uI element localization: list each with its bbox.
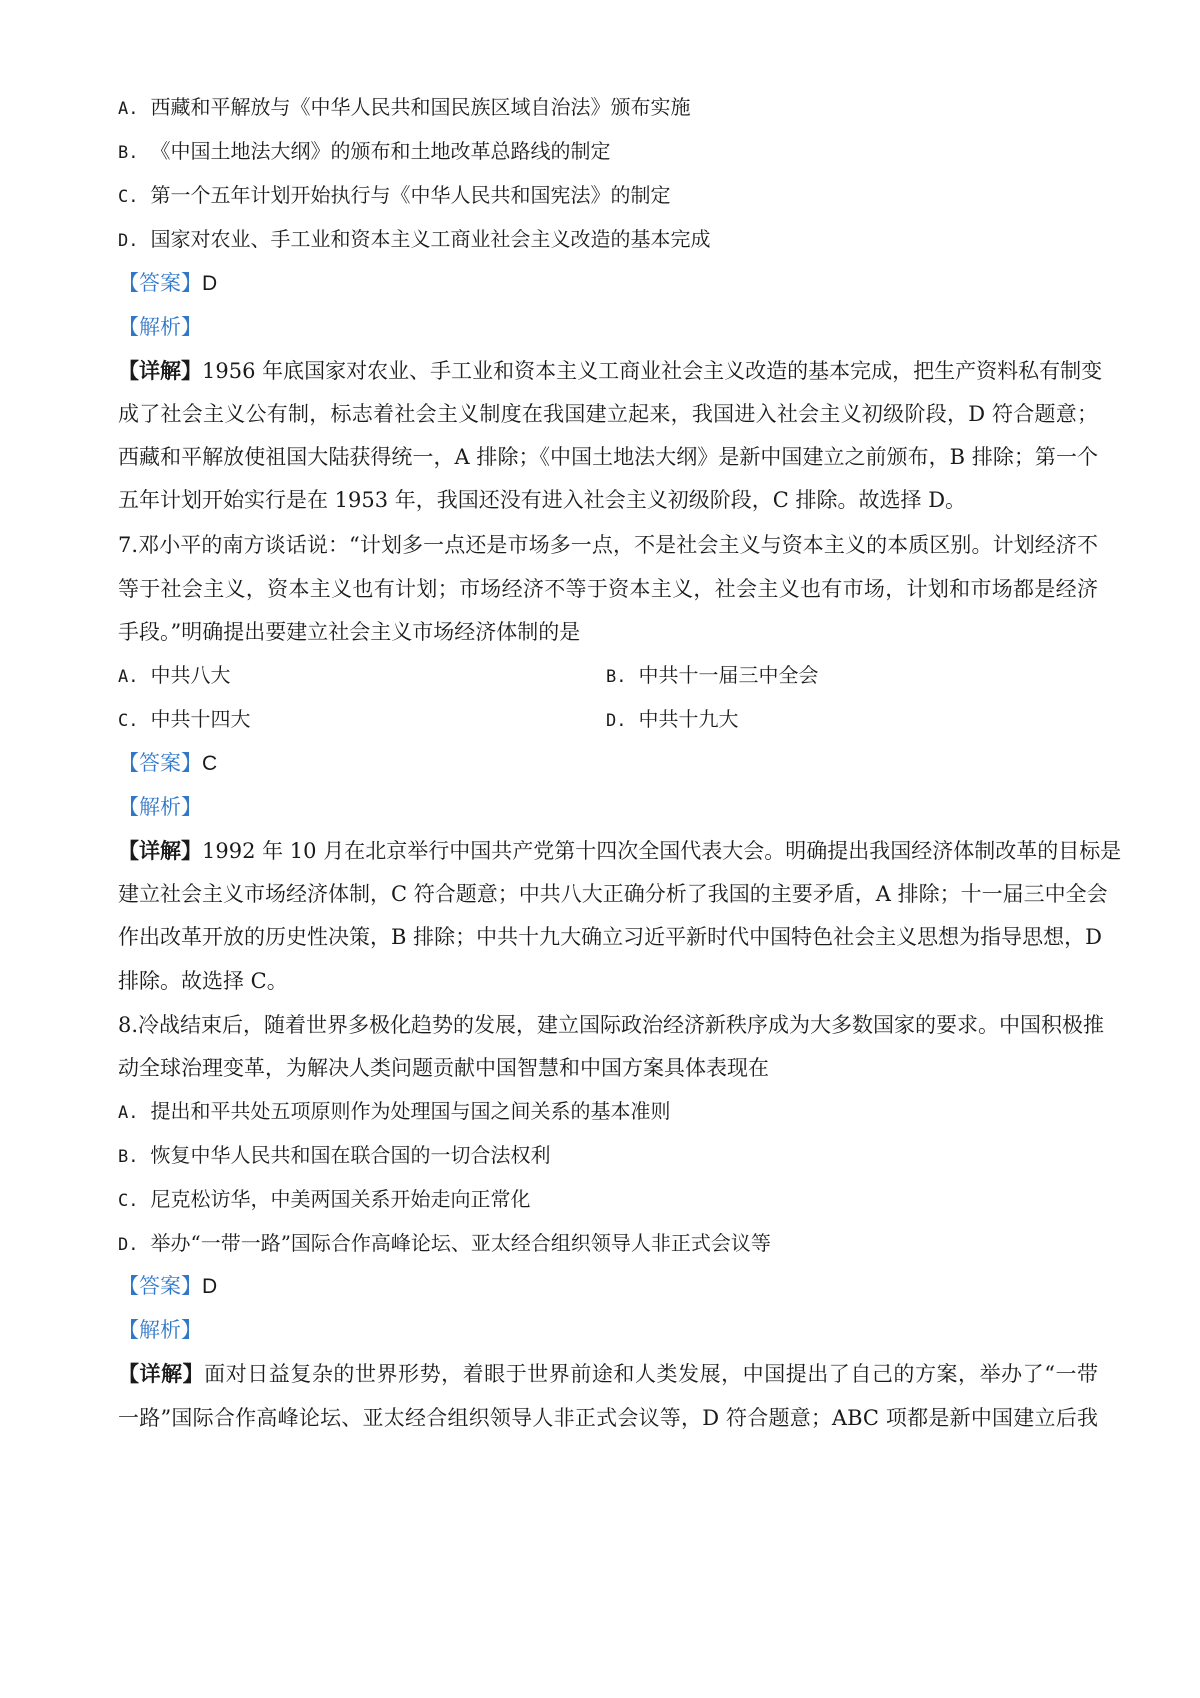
- q8-option-b: B. 恢复中华人民共和国在联合国的一切合法权利: [118, 1143, 551, 1167]
- q6-detail-line-3: 西藏和平解放使祖国大陆获得统一，A 排除；《中国土地法大纲》是新中国建立之前颁布，B 排除；第一个: [118, 445, 1098, 469]
- q6-option-c: C. 第一个五年计划开始执行与《中华人民共和国宪法》的制定: [118, 183, 671, 207]
- q7-stem-line-1: 7.邓小平的南方谈话说：“计划多一点还是市场多一点，不是社会主义与资本主义的本质区别。计划经济不: [118, 533, 1098, 557]
- q6-option-d: D. 国家对农业、手工业和资本主义工商业社会主义改造的基本完成: [118, 227, 711, 251]
- q8-analysis-heading: 【解析】: [118, 1318, 202, 1342]
- q8-stem-line-1: 8.冷战结束后，随着世界多极化趋势的发展，建立国际政治经济新秩序成为大多数国家的要求。中国积极推: [118, 1013, 1105, 1037]
- q8-detail-line-2: 一路”国际合作高峰论坛、亚太经合组织领导人非正式会议等，D 符合题意；ABC 项都是新中国建立后我: [118, 1406, 1098, 1430]
- q7-option-a: A. 中共八大: [118, 663, 231, 687]
- q7-option-c: C. 中共十四大: [118, 707, 251, 731]
- q7-analysis-heading: 【解析】: [118, 795, 202, 819]
- q7-stem-line-2: 等于社会主义，资本主义也有计划；市场经济不等于资本主义，社会主义也有市场，计划和市场都是经济: [118, 577, 1098, 601]
- q7-detail-line-1: 【详解】1992 年 10 月在北京举行中国共产党第十四次全国代表大会。明确提出我国经济体制改革的目标是: [118, 838, 1122, 863]
- q8-option-d: D. 举办“一带一路”国际合作高峰论坛、亚太经合组织领导人非正式会议等: [118, 1231, 771, 1255]
- q6-detail-line-1: 【详解】1956 年底国家对农业、手工业和资本主义工商业社会主义改造的基本完成，把生产资料私有制变: [118, 358, 1103, 383]
- q8-answer: 【答案】D: [118, 1274, 218, 1298]
- q8-stem-line-2: 动全球治理变革，为解决人类问题贡献中国智慧和中国方案具体表现在: [118, 1056, 769, 1080]
- q8-option-c: C. 尼克松访华，中美两国关系开始走向正常化: [118, 1187, 531, 1211]
- q7-option-b: B. 中共十一届三中全会: [606, 663, 819, 687]
- q8-option-a: A. 提出和平共处五项原则作为处理国与国之间关系的基本准则: [118, 1099, 671, 1123]
- q8-detail-line-1: 【详解】面对日益复杂的世界形势，着眼于世界前途和人类发展，中国提出了自己的方案，举办了“一带: [118, 1361, 1099, 1386]
- q6-analysis-heading: 【解析】: [118, 315, 202, 339]
- q6-answer: 【答案】D: [118, 271, 218, 295]
- q7-option-d: D. 中共十九大: [606, 707, 739, 731]
- q7-detail-line-2: 建立社会主义市场经济体制，C 符合题意；中共八大正确分析了我国的主要矛盾，A 排除；十一届三中全会: [118, 882, 1108, 906]
- q7-stem-line-3: 手段。”明确提出要建立社会主义市场经济体制的是: [118, 620, 581, 644]
- q7-detail-line-4: 排除。故选择 C。: [118, 969, 288, 993]
- q7-detail-line-3: 作出改革开放的历史性决策，B 排除；中共十九大确立习近平新时代中国特色社会主义思想为指导思想，D: [118, 925, 1102, 949]
- q7-answer: 【答案】C: [118, 751, 218, 775]
- q6-detail-line-2: 成了社会主义公有制，标志着社会主义制度在我国建立起来，我国进入社会主义初级阶段，D 符合题意；: [118, 402, 1098, 426]
- q6-option-b: B. 《中国土地法大纲》的颁布和土地改革总路线的制定: [118, 139, 611, 163]
- q6-detail-line-4: 五年计划开始实行是在 1953 年，我国还没有进入社会主义初级阶段，C 排除。故选择 D。: [118, 488, 967, 512]
- q6-option-a: A. 西藏和平解放与《中华人民共和国民族区域自治法》颁布实施: [118, 95, 691, 119]
